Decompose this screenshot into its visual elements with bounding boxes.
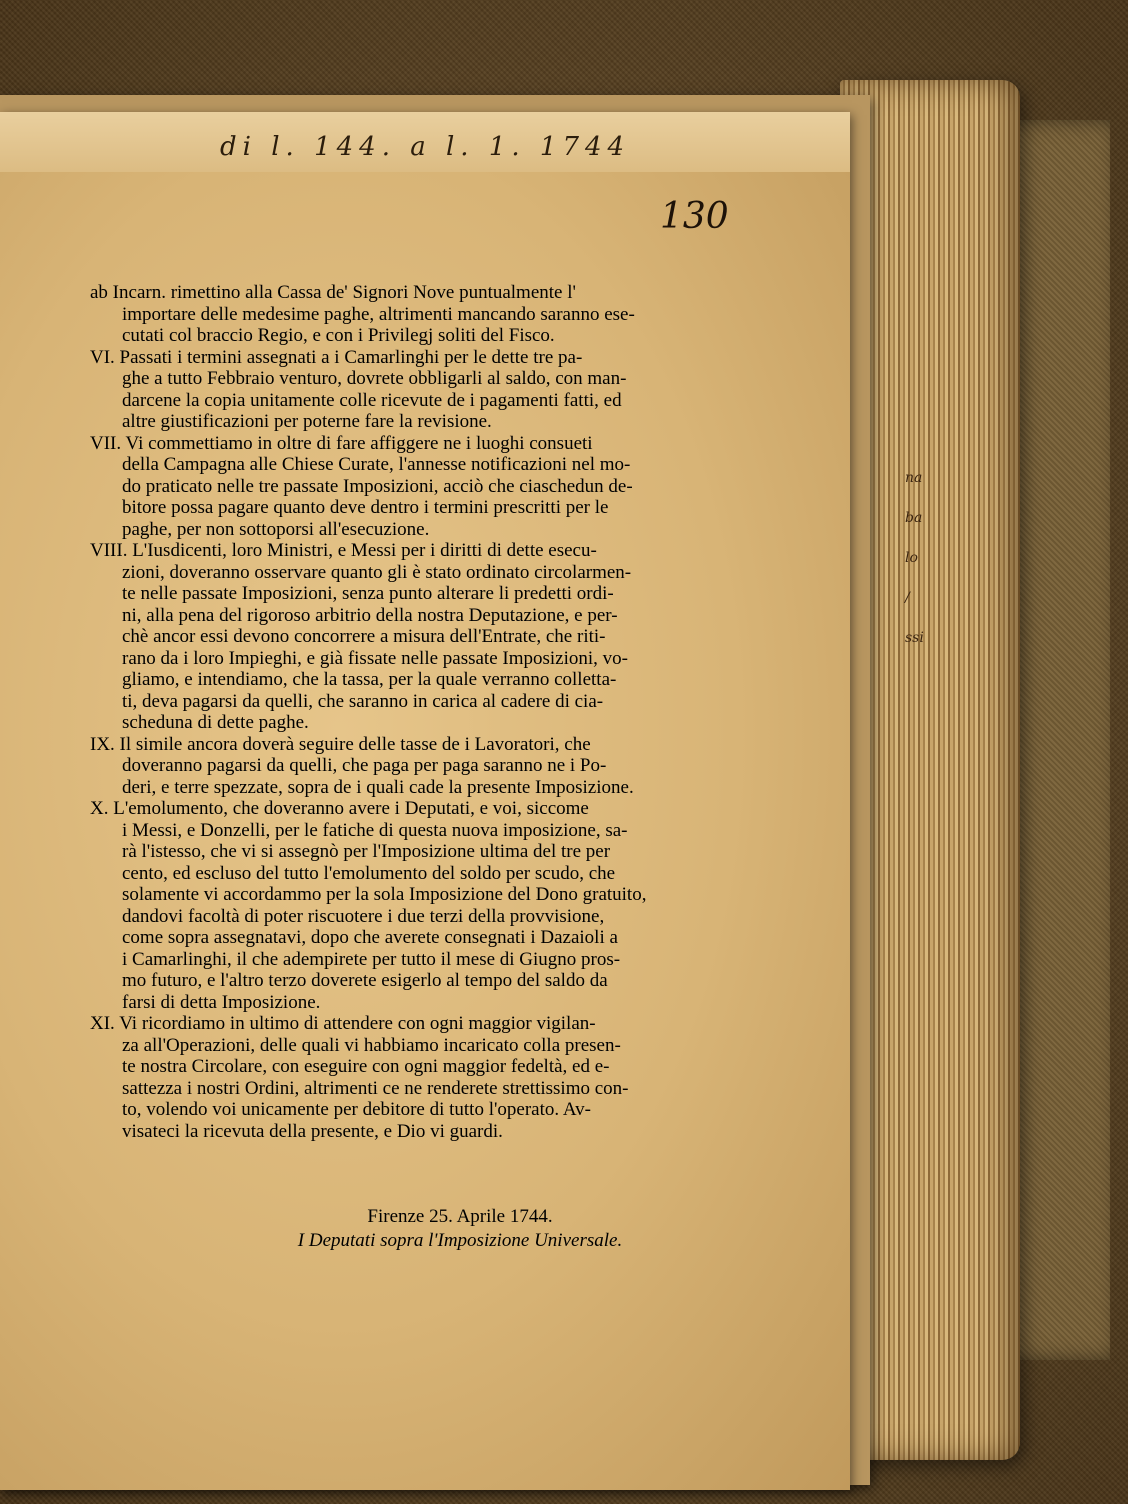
text-line: i Messi, e Donzelli, per le fatiche di questa nuova imposizione, sa-: [122, 819, 628, 841]
text-line: rano da i loro Impieghi, e già fissate nelle passate Imposizioni, vo-: [122, 647, 628, 669]
text-line: dandovi facoltà di poter riscuotere i due terzi della provvisione,: [122, 905, 605, 927]
text-line: X. L'emolumento, che doveranno avere i Deputati, e voi, siccome: [90, 798, 589, 819]
text-line: come sopra assegnatavi, dopo che averete consegnati i Dazaioli a: [122, 927, 618, 948]
text-line: VIII. L'Iusdicenti, loro Ministri, e Messi per i diritti di dette esecu-: [90, 540, 597, 561]
text-line: VII. Vi commettiamo in oltre di fare affiggere ne i luoghi consueti: [90, 432, 593, 454]
place-date: Firenze 25. Aprile 1744.: [367, 1206, 553, 1227]
signature: I Deputati sopra l'Imposizione Universale.: [297, 1230, 623, 1251]
text-line: chè ancor essi devono concorrere a misura dell'Entrate, che riti-: [122, 626, 606, 647]
folio-number: 130: [660, 196, 729, 237]
text-line: XI. Vi ricordiamo in ultimo di attendere con ogni maggior vigilan-: [90, 1013, 596, 1034]
margin-note: ba: [905, 510, 923, 526]
text-line: altre giustificazioni per poterne fare la revisione.: [122, 411, 492, 432]
text-line: za all'Operazioni, delle quali vi habbiamo incaricato colla presen-: [122, 1034, 621, 1056]
text-line: IX. Il simile ancora doverà seguire delle tasse de i Lavoratori, che: [90, 733, 591, 755]
margin-note: lo: [905, 550, 918, 566]
text-line: della Campagna alle Chiese Curate, l'annesse notificazioni nel mo-: [122, 454, 631, 475]
margin-note: /: [905, 590, 910, 606]
text-line: deri, e terre spezzate, sopra de i quali cade la presente Imposizione.: [122, 776, 634, 798]
text-line: importare delle medesime paghe, altrimenti mancando saranno ese-: [122, 303, 635, 325]
text-line: te nelle passate Imposizioni, senza punto alterare li predetti ordi-: [122, 583, 614, 604]
text-line: cutati col braccio Regio, e con i Privilegj soliti del Fisco.: [122, 325, 555, 346]
text-line: paghe, per non sottoporsi all'esecuzione.: [122, 518, 430, 540]
closing-block: [270, 1205, 650, 1253]
text-line: te nostra Circolare, con eseguire con ogni maggior fedeltà, ed e-: [122, 1056, 610, 1077]
text-line: do praticato nelle tre passate Imposizioni, acciò che ciaschedun de-: [122, 475, 633, 497]
text-line: darcene la copia unitamente colle ricevute de i pagamenti fatti, ed: [122, 389, 622, 411]
body-text: [90, 282, 710, 1142]
text-line: rà l'istesso, che vi si assegnò per l'Imposizione ultima del tre per: [122, 841, 611, 862]
text-line: gliamo, e intendiamo, che la tassa, per la quale verranno colletta-: [122, 669, 617, 690]
text-line: VI. Passati i termini assegnati a i Camarlinghi per le dette tre pa-: [90, 346, 583, 368]
text-line: i Camarlinghi, il che adempirete per tutto il mese di Giugno pros-: [122, 948, 621, 970]
text-line: visateci la ricevuta della presente, e Dio vi guardi.: [122, 1120, 503, 1142]
handwritten-header: di l. 144. a l. 1. 1744: [220, 132, 631, 162]
text-line: solamente vi accordammo per la sola Imposizione del Dono gratuito,: [122, 884, 647, 905]
text-line: ab Incarn. rimettino alla Cassa de' Signori Nove puntualmente l': [90, 282, 576, 303]
text-line: sattezza i nostri Ordini, altrimenti ce ne renderete strettissimo con-: [122, 1077, 629, 1099]
margin-note: na: [905, 470, 923, 486]
text-line: to, volendo voi unicamente per debitore di tutto l'operato. Av-: [122, 1099, 591, 1120]
text-line: zioni, doveranno osservare quanto gli è stato ordinato circolarmen-: [122, 561, 632, 583]
text-line: bitore possa pagare quanto deve dentro i termini prescritti per le: [122, 497, 609, 518]
margin-note: ssi: [905, 630, 924, 646]
text-line: cento, ed escluso del tutto l'emolumento del soldo per scudo, che: [122, 862, 616, 884]
text-line: scheduna di dette paghe.: [122, 712, 309, 733]
text-line: ti, deva pagarsi da quelli, che saranno in carica al cadere di cia-: [122, 690, 604, 712]
text-line: doveranno pagarsi da quelli, che paga per paga saranno ne i Po-: [122, 755, 607, 776]
text-line: ghe a tutto Febbraio venturo, dovrete obbligarli al saldo, con man-: [122, 368, 627, 389]
text-line: mo futuro, e l'altro terzo doverete esigerlo al tempo del saldo da: [122, 970, 608, 991]
text-line: farsi di detta Imposizione.: [122, 991, 321, 1013]
text-line: ni, alla pena del rigoroso arbitrio della nostra Deputazione, e per-: [122, 604, 618, 626]
margin-notes: [905, 470, 924, 670]
